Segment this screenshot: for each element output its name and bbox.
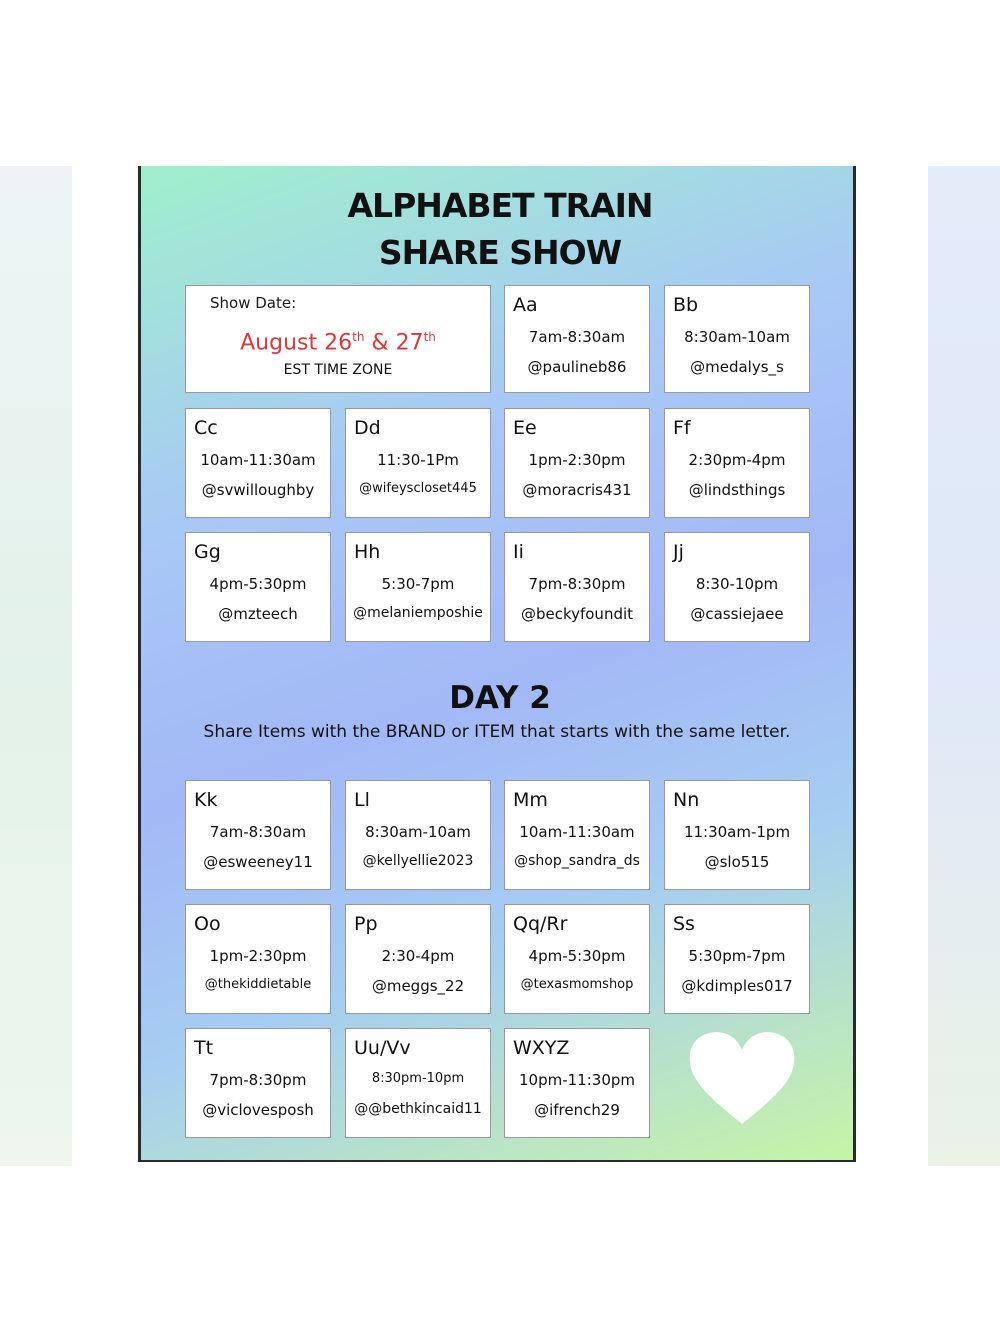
slot-cell: [504, 780, 650, 890]
slot-letter: Tt: [194, 1037, 214, 1059]
slot-time: 10am-11:30am: [200, 451, 316, 469]
time-zone: EST TIME ZONE: [283, 362, 393, 378]
slot-time: 2:30pm-4pm: [688, 451, 786, 469]
slot-handle: @paulineb86: [527, 358, 627, 376]
slot-time: 10pm-11:30pm: [519, 1071, 635, 1089]
slot-letter: Ff: [673, 417, 691, 439]
slot-letter: WXYZ: [513, 1037, 570, 1059]
slot-cell: [345, 1028, 491, 1138]
slot-handle: @meggs_22: [371, 977, 465, 995]
slot-handle: @mzteech: [218, 605, 298, 623]
slot-letter: Hh: [354, 541, 381, 563]
show-date-value: [186, 330, 490, 355]
slot-cell: [664, 285, 810, 393]
slot-letter: Dd: [354, 417, 381, 439]
slot-cell: [345, 904, 491, 1014]
slot-time: 2:30-4pm: [381, 947, 455, 965]
slot-handle: @@bethkincaid11: [354, 1101, 482, 1117]
slot-time: 4pm-5:30pm: [528, 947, 626, 965]
slot-time: 10am-11:30am: [519, 823, 635, 841]
show-date-cell: [185, 285, 491, 393]
slot-letter: Ii: [513, 541, 524, 563]
slot-cell: [664, 780, 810, 890]
slot-time: 7pm-8:30pm: [209, 1071, 307, 1089]
slot-letter: Kk: [194, 789, 218, 811]
slot-handle: @moracris431: [522, 481, 632, 499]
slot-handle: @texasmomshop: [520, 977, 634, 992]
slot-letter: Aa: [513, 294, 538, 316]
slot-cell: [345, 532, 491, 642]
background-left: [0, 166, 72, 1166]
date-part-1: August 26: [240, 330, 353, 356]
slot-letter: Oo: [194, 913, 221, 935]
slot-letter: Bb: [673, 294, 699, 316]
slot-cell: [664, 904, 810, 1014]
slot-letter: Ss: [673, 913, 695, 935]
slot-time: 8:30-10pm: [695, 575, 779, 593]
slot-time: 8:30am-10am: [684, 328, 790, 346]
slot-cell: [504, 904, 650, 1014]
slot-handle: @lindsthings: [688, 481, 786, 499]
date-sup-1: th: [352, 330, 365, 344]
slot-time: 7am-8:30am: [209, 823, 307, 841]
slot-letter: Jj: [673, 541, 684, 563]
slot-time: 1pm-2:30pm: [528, 451, 626, 469]
slot-handle: @shop_sandra_ds: [514, 853, 640, 869]
slot-handle: @ifrench29: [534, 1101, 620, 1119]
slot-letter: Pp: [354, 913, 378, 935]
slot-cell: [345, 780, 491, 890]
slot-cell: [185, 780, 331, 890]
slot-cell: [185, 1028, 331, 1138]
slot-cell: [504, 1028, 650, 1138]
title-line-1: ALPHABET TRAIN: [347, 186, 653, 225]
slot-time: 5:30-7pm: [381, 575, 455, 593]
slot-handle: @wifeyscloset445: [359, 481, 477, 496]
slot-letter: Uu/Vv: [354, 1037, 411, 1059]
slot-cell: [345, 408, 491, 518]
slot-handle: @slo515: [704, 853, 770, 871]
slot-cell: [504, 408, 650, 518]
slot-time: 8:30pm-10pm: [371, 1071, 465, 1086]
slot-time: 11:30-1Pm: [377, 451, 459, 469]
slot-handle: @thekiddietable: [204, 977, 312, 992]
slot-time: 7pm-8:30pm: [528, 575, 626, 593]
slot-time: 4pm-5:30pm: [209, 575, 307, 593]
slot-handle: @viclovesposh: [202, 1101, 314, 1119]
slot-time: 7am-8:30am: [528, 328, 626, 346]
date-sup-2: th: [423, 330, 436, 344]
slot-cell: [664, 408, 810, 518]
slot-handle: @svwilloughby: [201, 481, 315, 499]
slot-handle: @kdimples017: [681, 977, 793, 995]
slot-letter: Qq/Rr: [513, 913, 568, 935]
slot-letter: Cc: [194, 417, 218, 439]
slot-time: 1pm-2:30pm: [209, 947, 307, 965]
date-part-2: & 27: [364, 330, 424, 356]
slot-cell: [504, 285, 650, 393]
slot-cell: [185, 532, 331, 642]
slot-time: 8:30am-10am: [365, 823, 471, 841]
show-date-label: Show Date:: [210, 294, 297, 312]
slot-handle: @esweeney11: [203, 853, 313, 871]
slot-handle: @melaniemposhie: [353, 605, 483, 621]
slot-cell: [504, 532, 650, 642]
slot-time: 11:30am-1pm: [683, 823, 791, 841]
share-instruction: Share Items with the BRAND or ITEM that starts with the same letter.: [203, 722, 791, 742]
slot-handle: @kellyellie2023: [362, 853, 474, 869]
slot-handle: @cassiejaee: [690, 605, 784, 623]
slot-time: 5:30pm-7pm: [688, 947, 786, 965]
slot-letter: Mm: [513, 789, 548, 811]
heart-icon: [686, 1030, 798, 1126]
slot-handle: @beckyfoundit: [520, 605, 634, 623]
slot-letter: Nn: [673, 789, 700, 811]
slot-cell: [185, 408, 331, 518]
background-right: [928, 166, 1000, 1166]
day-2-heading: DAY 2: [449, 680, 551, 716]
slot-letter: Ll: [354, 789, 370, 811]
slot-handle: @medalys_s: [690, 358, 784, 376]
slot-letter: Gg: [194, 541, 221, 563]
slot-cell: [664, 532, 810, 642]
title-line-2: SHARE SHOW: [378, 233, 622, 272]
slot-letter: Ee: [513, 417, 537, 439]
slot-cell: [185, 904, 331, 1014]
